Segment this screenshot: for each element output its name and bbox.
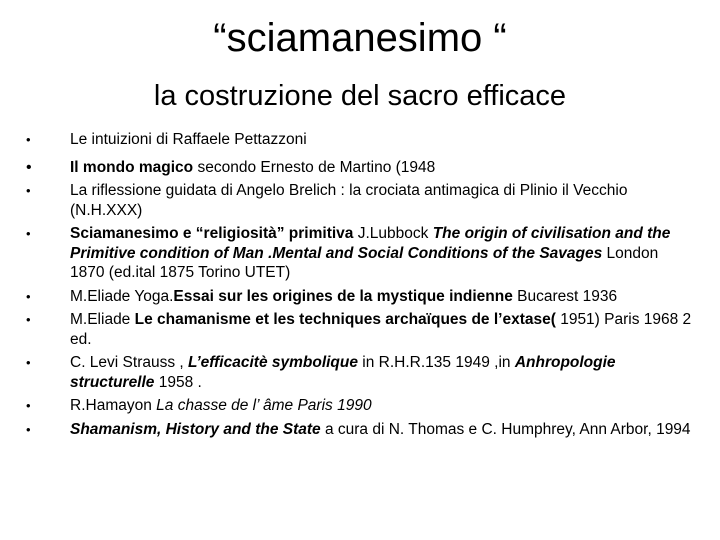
item-author: M.Eliade bbox=[70, 311, 135, 328]
list-item bbox=[26, 158, 696, 178]
item-work-title: The origin of civilisation and the Primitive condition of Man .Mental and Social Conditions of the Savages bbox=[70, 225, 671, 262]
item-collection-title: Anhropologie structurelle bbox=[70, 354, 616, 391]
bullet-icon: • bbox=[26, 398, 31, 413]
bullet-icon: • bbox=[26, 312, 31, 327]
item-text: La riflessione guidata di Angelo Brelich : la crociata antimagica di Plinio il Vecchio (N.H.XXX) bbox=[70, 182, 628, 219]
bullet-icon: • bbox=[26, 226, 31, 241]
bullet-icon: • bbox=[26, 132, 31, 147]
bullet-icon: • bbox=[26, 183, 31, 198]
list-item bbox=[26, 287, 696, 307]
item-title: Sciamanesimo e “religiosità” primitiva bbox=[70, 225, 354, 242]
slide-subtitle: la costruzione del sacro efficace bbox=[153, 80, 567, 112]
item-publication: 1951) Paris 1968 2 ed. bbox=[70, 311, 692, 348]
bullet-icon: • bbox=[26, 158, 32, 176]
list-item bbox=[26, 181, 696, 220]
bullet-icon: • bbox=[26, 355, 31, 370]
item-publication: London 1870 (ed.ital 1875 Torino UTET) bbox=[70, 244, 659, 281]
list-item bbox=[26, 310, 696, 349]
bullet-icon: • bbox=[26, 288, 31, 304]
item-work-title: Essai sur les origines de la mystique indienne bbox=[173, 287, 513, 305]
item-work-title: La chasse de l’ âme Paris 1990 bbox=[156, 397, 372, 414]
item-author: M.Eliade Yoga. bbox=[70, 287, 174, 305]
list-item bbox=[26, 420, 696, 440]
bibliography-list bbox=[26, 130, 696, 443]
item-publication: a cura di N. Thomas e C. Humphrey, Ann Arbor, 1994 bbox=[320, 420, 691, 438]
item-work-title: Le chamanisme et les techniques archaïques de l’extase( bbox=[134, 311, 556, 328]
item-publication: Bucarest 1936 bbox=[512, 287, 618, 305]
slide-title: “sciamanesimo “ bbox=[213, 16, 507, 60]
item-author: C. Levi Strauss , bbox=[70, 354, 189, 371]
item-year: 1958 . bbox=[154, 373, 202, 391]
item-text: Le intuizioni di Raffaele Pettazzoni bbox=[70, 131, 307, 148]
bullet-icon: • bbox=[26, 421, 31, 437]
list-item bbox=[26, 224, 696, 283]
item-author: J.Lubbock bbox=[353, 225, 433, 242]
list-item bbox=[26, 130, 696, 150]
item-work-title: Shamanism, History and the State bbox=[70, 420, 321, 438]
item-author: R.Hamayon bbox=[70, 397, 157, 414]
list-item bbox=[26, 353, 696, 392]
item-title: Il mondo magico bbox=[70, 158, 194, 176]
item-text: secondo Ernesto de Martino (1948 bbox=[193, 158, 436, 176]
list-item bbox=[26, 396, 696, 416]
item-work-title: L’efficacitè symbolique bbox=[188, 354, 358, 371]
item-publication: in R.H.R.135 1949 ,in bbox=[358, 354, 515, 371]
